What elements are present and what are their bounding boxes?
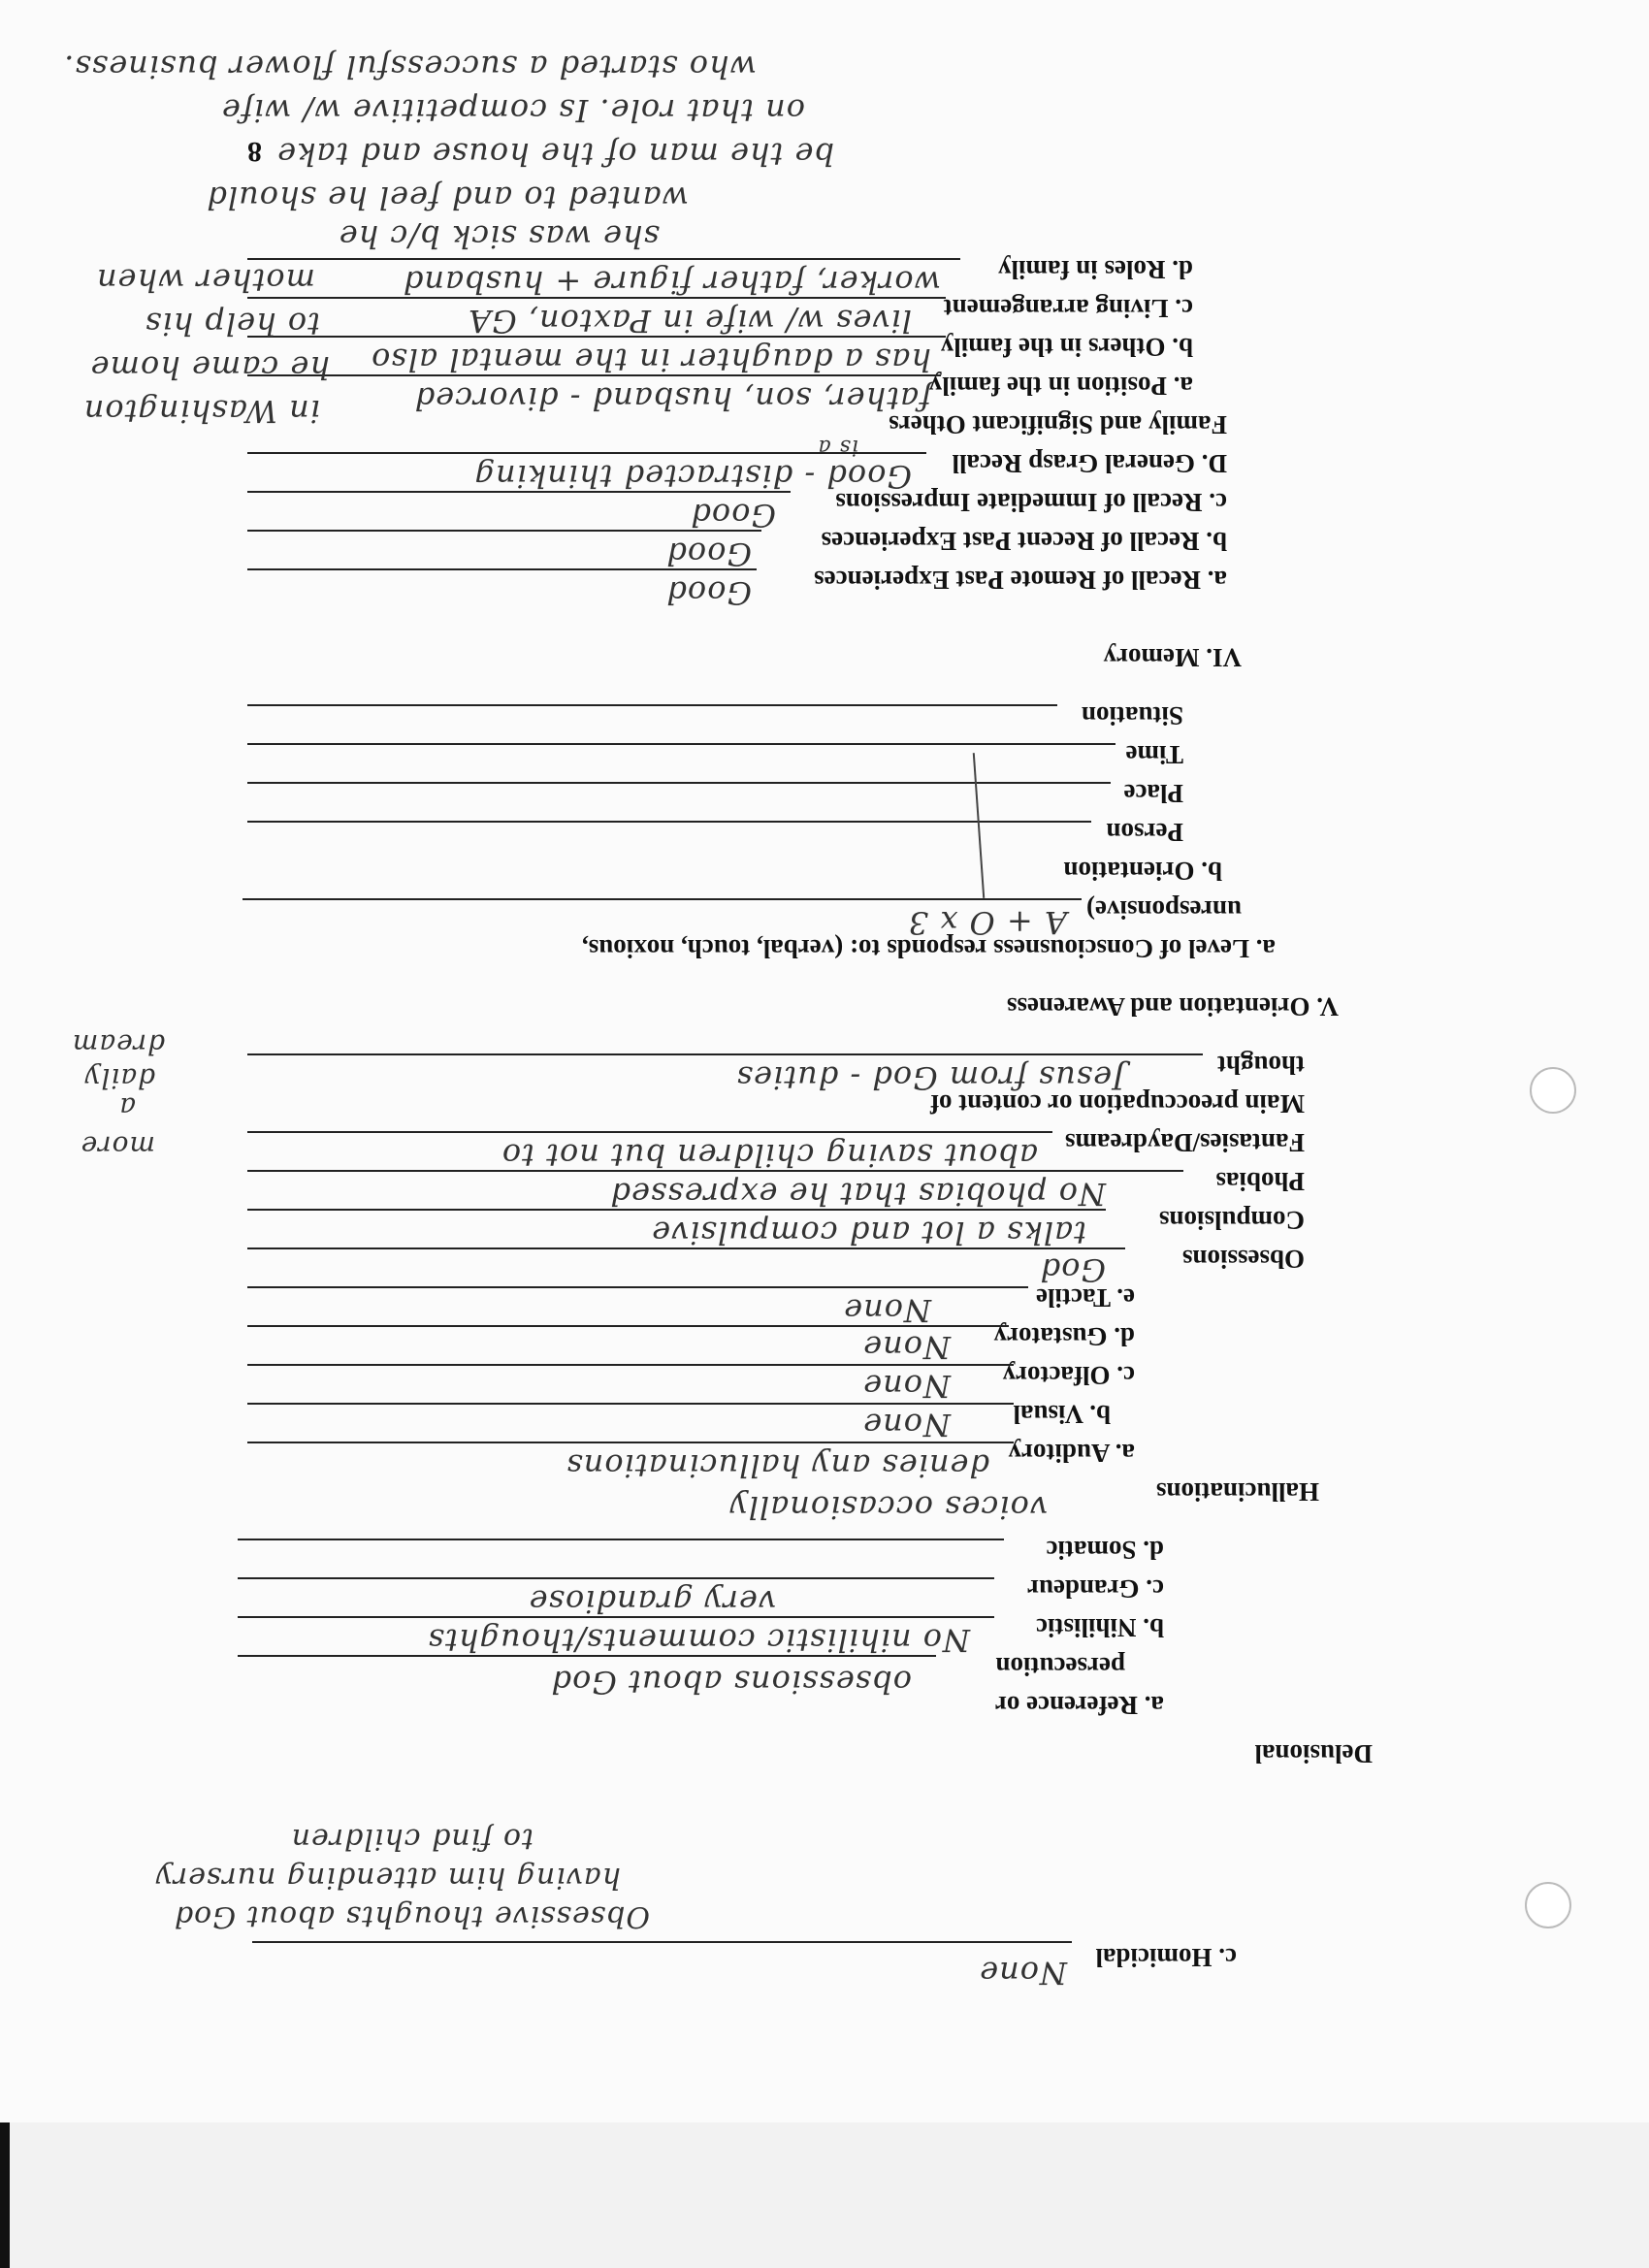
punch-hole-lower [1525,1882,1571,1928]
family-position-label: a. Position in the family [928,372,1193,401]
delusion-reference-label: a. Reference or [994,1691,1164,1720]
orientation-person-line [247,821,1091,823]
homicidal-line [252,1941,1072,1943]
margin-note-1: more [80,1130,155,1162]
delusion-persecution-answer: obsessions about God [550,1664,912,1701]
family-living-label: c. Living arrangement [943,294,1193,323]
hallucination-tactile-answer: None [843,1292,931,1329]
family-title: Family and Significant Others [889,410,1227,439]
fantasies-answer: about saving children but not to [501,1137,1038,1174]
margin-note-2: a [118,1091,136,1123]
homicidal-label: c. Homicidal [1095,1943,1237,1972]
bottom-note-9: who started a successful flower business. [63,49,757,85]
orientation-time-label: Time [1125,740,1183,769]
orientation-label: b. Orientation [1063,857,1222,886]
homicidal-note-1: Obsessive thoughts about God [173,1899,650,1933]
thought-label: thought [1216,1051,1305,1080]
orientation-situation-line [247,704,1057,706]
family-roles-label: d. Roles in family [997,255,1193,284]
hallucination-visual-label: b. Visual [1013,1400,1111,1429]
consciousness-line-1: a. Level of Consciousness responds to: (verbal, touch, noxious, [581,934,1276,963]
delusion-somatic-label: d. Somatic [1046,1536,1164,1565]
consciousness-line [242,898,1082,900]
family-others-answer: has a daughter in the mental also [371,341,931,378]
margin-note-4: dream [71,1028,165,1060]
family-is-note: is a [817,435,858,459]
hallucination-olfactory-label: c. Olfactory [1002,1361,1135,1390]
orientation-title: V. Orientation and Awareness [1006,992,1339,1021]
compulsions-answer: talks a lot and compulsive [651,1215,1086,1251]
delusion-grandeur-answer: very grandiose [528,1583,776,1620]
memory-recent-label: b. Recall of Recent Past Experiences [821,527,1227,556]
bottom-note-2: he came home [89,349,330,386]
memory-remote-label: a. Recall of Remote Past Experiences [814,566,1227,595]
memory-title: VI. Memory [1103,643,1242,672]
hallucination-gustatory-label: d. Gustatory [993,1322,1135,1351]
hallucination-gustatory-answer: None [862,1329,951,1366]
fantasies-line [247,1131,1052,1133]
bottom-note-8: on that role. Is competitive w/ wife [220,92,805,129]
consciousness-line-2: unresponsive) [1085,895,1242,924]
delusion-grandeur-line [238,1577,994,1579]
hallucination-auditory-label: a. Auditory [1008,1439,1135,1468]
bottom-note-7: be the man of the house and take [276,136,834,173]
homicidal-answer: None [979,1955,1067,1992]
family-roles-line [247,258,960,260]
phobias-answer: No phobias that he expressed [609,1176,1106,1213]
hallucination-visual-answer: None [862,1407,951,1443]
bottom-note-1: in Washington [82,393,320,430]
bottom-note-5: she was sick b/c he [338,218,660,255]
delusion-somatic-line [238,1539,1004,1540]
memory-general-answer: Good - distracted thinking [473,458,912,495]
hallucinations-note: voices occasionally [728,1489,1048,1526]
scanner-edge-mark [0,2122,10,2268]
bottom-note-3: to help his [145,306,320,342]
family-roles-answer: worker, father figure + husband [402,264,941,301]
thought-answer: Jesus from God - duties [735,1059,1125,1096]
family-others-label: b. Others in the family [940,333,1193,362]
scanner-bottom-strip [0,2122,1649,2268]
homicidal-note-2: having him attending nursery [154,1861,621,1895]
memory-immediate-answer: Good [690,497,776,534]
orientation-person-label: Person [1106,818,1183,847]
fantasies-label: Fantasies/Daydreams [1065,1128,1305,1157]
obsessions-label: Obsessions [1181,1245,1305,1274]
memory-immediate-label: c. Recall of Immediate Impressions [835,488,1227,517]
memory-recent-line [247,530,761,532]
consciousness-answer: A + O x 3 [907,904,1067,941]
family-living-answer: lives w/ wife in Paxton, GA [468,303,912,340]
bottom-note-4: mother when [95,262,315,299]
phobias-label: Phobias [1215,1167,1305,1196]
orientation-situation-label: Situation [1081,701,1183,730]
delusion-persecution-label: persecution [995,1652,1125,1681]
punch-hole-upper [1530,1067,1576,1114]
memory-general-label: D. General Grasp Recall [952,449,1227,478]
family-position-answer: father, son, husband - divorced [413,380,931,417]
orientation-arrow [973,753,985,898]
delusion-grandeur-label: c. Grandeur [1027,1574,1164,1604]
memory-recent-answer: Good [665,535,752,572]
page-number: 8 [247,136,262,168]
hallucination-olfactory-answer: None [862,1368,951,1405]
orientation-time-line [247,743,1116,745]
hallucination-tactile-line [247,1286,1028,1288]
preoccupation-label: Main preoccupation or content of [930,1089,1305,1118]
delusion-nihilistic-label: b. Nihilistic [1035,1613,1164,1642]
margin-note-3: daily [83,1062,155,1094]
bottom-note-6: wanted to and feel he should [206,179,689,216]
obsessions-answer: God [1039,1251,1106,1288]
orientation-place-label: Place [1123,779,1183,808]
homicidal-note-3: to find children [290,1822,534,1856]
delusion-nihilistic-answer: No nihilistic comments/thoughts [427,1622,970,1659]
thought-line [247,1053,1203,1055]
memory-remote-answer: Good [665,574,752,611]
hallucination-auditory-answer: denies any hallucinations [566,1447,989,1484]
hallucination-tactile-label: e. Tactile [1036,1283,1135,1312]
delusional-title: Delusional [1254,1739,1373,1768]
compulsions-label: Compulsions [1158,1206,1305,1235]
hallucinations-title: Hallucinations [1155,1477,1319,1507]
orientation-place-line [247,782,1111,784]
